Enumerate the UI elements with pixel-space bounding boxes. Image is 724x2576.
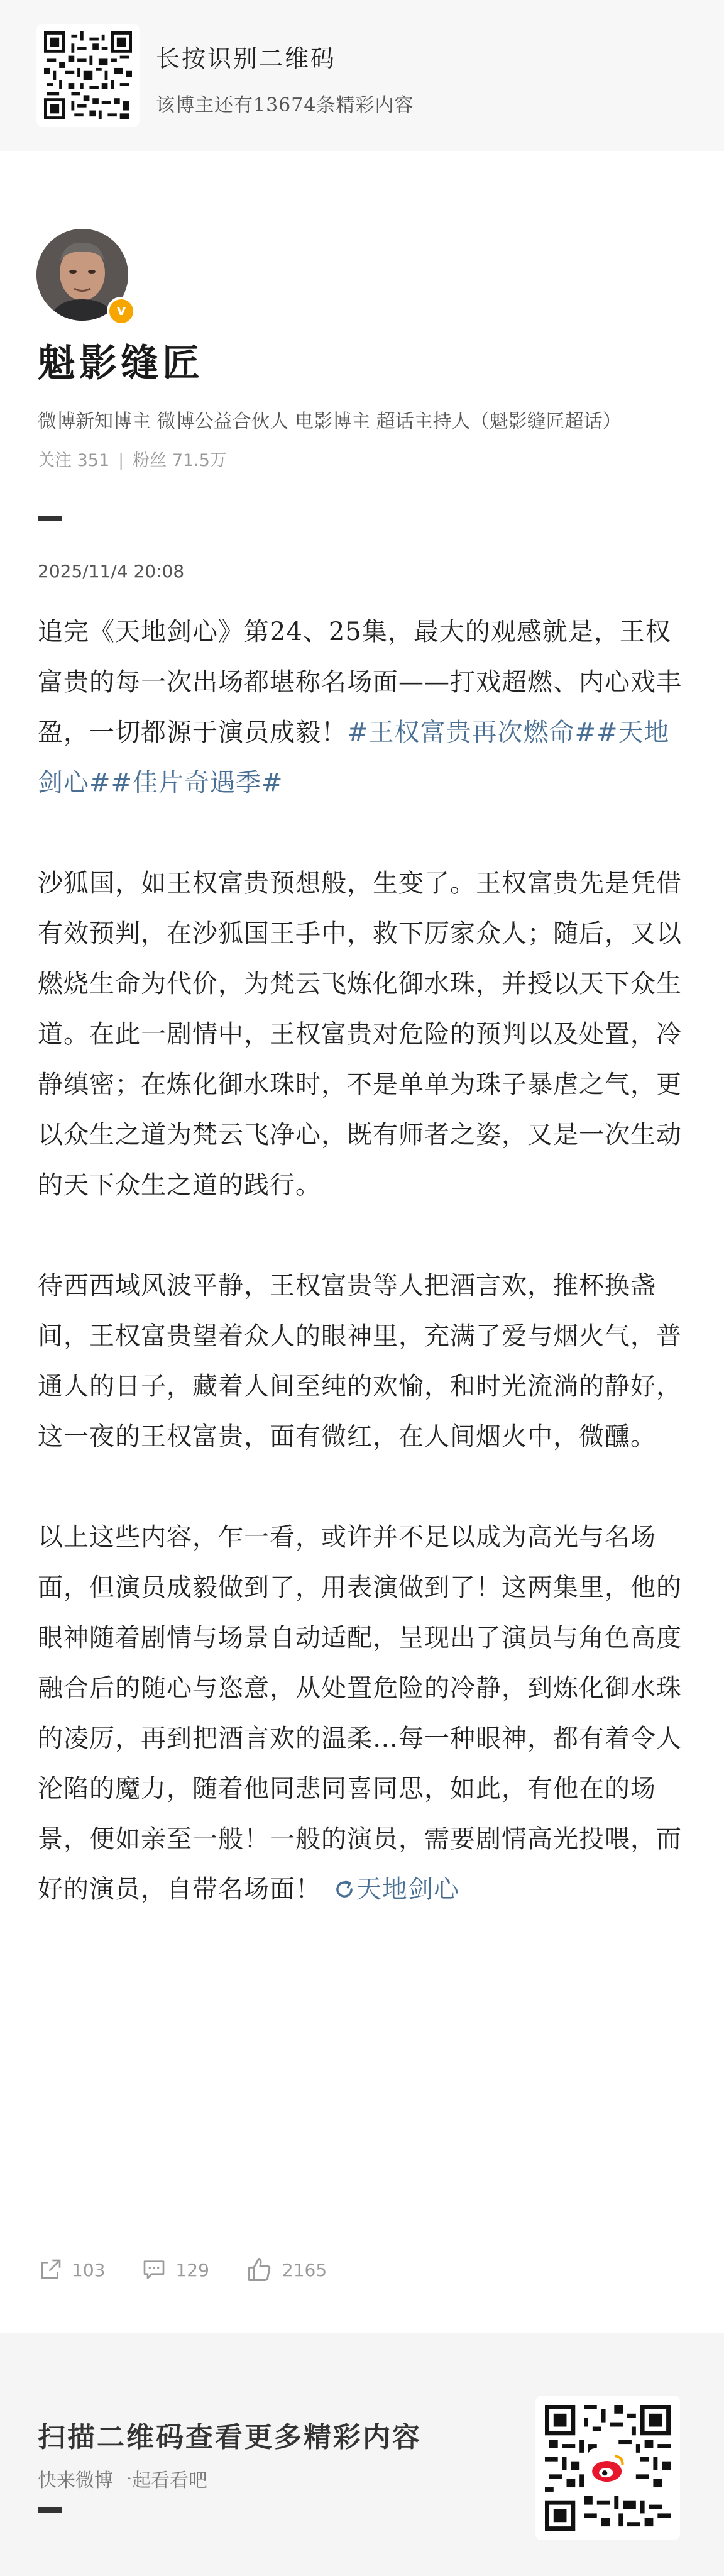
repost-icon [38, 2257, 63, 2282]
repost-button[interactable] [38, 2257, 105, 2282]
bottom-subtitle: 快来微博一起看看吧 [38, 2470, 207, 2492]
post-content [38, 607, 691, 1915]
thumbs-up-icon [246, 2256, 273, 2284]
topic-refresh-icon [332, 1877, 356, 1901]
like-button[interactable] [246, 2256, 327, 2284]
banner-title: 长按识别二维码 [156, 45, 337, 72]
weibo-qr-code[interactable] [535, 2396, 680, 2540]
banner-subtitle: 该博主还有13674条精彩内容 [156, 94, 414, 116]
bottom-title: 扫描二维码查看更多精彩内容 [38, 2421, 422, 2453]
post-actions [38, 2254, 363, 2286]
qr-code[interactable] [36, 24, 140, 127]
comment-button[interactable] [141, 2257, 209, 2282]
comment-icon [141, 2257, 167, 2282]
repost-count: 103 [72, 2259, 106, 2280]
post-timestamp: 2025/11/4 20:08 [38, 561, 185, 582]
comment-count: 129 [175, 2259, 209, 2280]
paragraph-text: 待西西域风波平静，王权富贵等人把酒言欢，推杯换盏间，王权富贵望着众人的眼神里，充满了爱与烟火气，普通人的日子，藏着人间至纯的欢愉，和时光流淌的静好，这一夜的王权富贵，面有微红，在人间烟火中，微醺。 [38, 1271, 682, 1451]
user-stats [38, 446, 227, 471]
paragraph-text: 以上这些内容，乍一看，或许并不足以成为高光与名场面，但演员成毅做到了，用表演做到了！这两集里，他的眼神随着剧情与场景自动适配，呈现出了演员与角色高度融合后的随心与恣意，从处置危险的冷静，到炼化御水珠的凌厉，再到把酒言欢的温柔…每一种眼神，都有着令人沦陷的魔力，随着他同悲同喜同思，如此，有他在的场景，便如亲至一般！一般的演员，需要剧情高光投喂，而好的演员，自带名场面！ [38, 1523, 682, 1904]
divider [38, 2507, 62, 2513]
post-paragraph [38, 858, 691, 1210]
username[interactable]: 魁影缝匠 [38, 341, 204, 385]
paragraph-text: 追完《天地剑心》第24、25集，最大的观感就是，王权富贵的每一次出场都堪称名场面——打戏超燃、内心戏丰盈，一切都源于演员成毅！ [38, 617, 682, 747]
post-paragraph [38, 607, 691, 808]
post-card [0, 151, 724, 2333]
paragraph-text: 沙狐国，如王权富贵预想般，生变了。王权富贵先是凭借有效预判，在沙狐国王手中，救下厉家众人；随后，又以燃烧生命为代价，为梵云飞炼化御水珠，并授以天下众生道。在此一剧情中，王权富贵对危险的预判以及处置，冷静缜密；在炼化御水珠时，不是单单为珠子暴虐之气，更以众生之道为梵云飞净心，既有师者之姿，又是一次生动的天下众生之道的践行。 [38, 869, 682, 1200]
followers-count[interactable]: 粉丝 71.5万 [133, 451, 227, 470]
like-count: 2165 [282, 2259, 327, 2280]
top-banner [0, 0, 724, 151]
divider [38, 516, 62, 521]
post-paragraph [38, 1512, 691, 1915]
hashtag-links[interactable]: #王权富贵再次燃命##天地剑心##佳片奇遇季# [38, 718, 670, 797]
qr-code-icon [44, 31, 132, 119]
stats-separator: | [118, 451, 124, 470]
post-paragraph [38, 1261, 691, 1462]
verified-badge-icon: v [107, 297, 136, 326]
topic-label: 天地剑心 [356, 1875, 459, 1904]
following-count[interactable]: 关注 351 [38, 451, 110, 470]
topic-link[interactable] [321, 1875, 459, 1904]
user-bio: 微博新知博主 微博公益合伙人 电影博主 超话主持人（魁影缝匠超话） [38, 411, 622, 433]
qr-code-icon [545, 2405, 671, 2531]
bottom-banner [0, 2333, 724, 2576]
